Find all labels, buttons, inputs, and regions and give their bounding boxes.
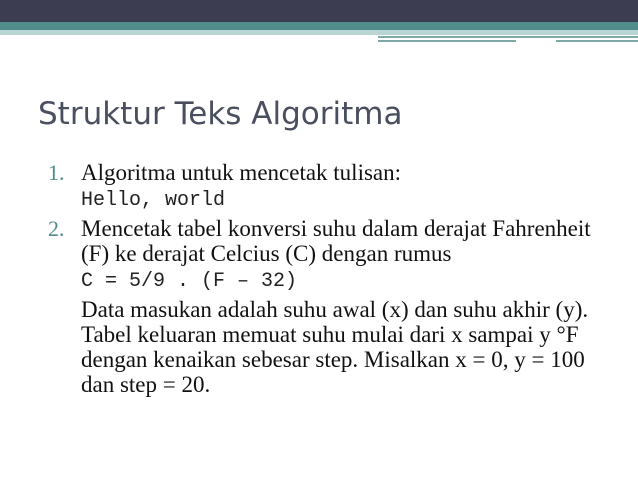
header-band-dark bbox=[0, 0, 638, 22]
header-band-light bbox=[0, 30, 638, 35]
item-text: Mencetak tabel konversi suhu dalam derajat Fahrenheit (F) ke derajat Celcius (C) dengan rumus bbox=[81, 216, 591, 266]
list-number: 2. bbox=[48, 216, 65, 241]
item-text: Algoritma untuk mencetak tulisan: bbox=[81, 160, 402, 185]
list-number: 1. bbox=[48, 160, 65, 185]
slide-content bbox=[48, 160, 608, 397]
header-rule bbox=[378, 36, 638, 38]
code-line: Hello, world bbox=[81, 189, 226, 212]
list-item bbox=[48, 216, 608, 397]
header-band-teal bbox=[0, 22, 638, 30]
code-line: C = 5/9 . (F – 32) bbox=[81, 270, 298, 293]
slide-title: Struktur Teks Algoritma bbox=[38, 96, 403, 132]
list-item bbox=[48, 160, 608, 213]
header-rule bbox=[378, 40, 516, 42]
item-note: Data masukan adalah suhu awal (x) dan suhu akhir (y). Tabel keluaran memuat suhu mulai dari x sampai y °F dengan kenaikan sebesar step. Misalkan x = 0, y = 100 dan step = 20. bbox=[81, 297, 589, 397]
header-rule bbox=[556, 40, 638, 42]
